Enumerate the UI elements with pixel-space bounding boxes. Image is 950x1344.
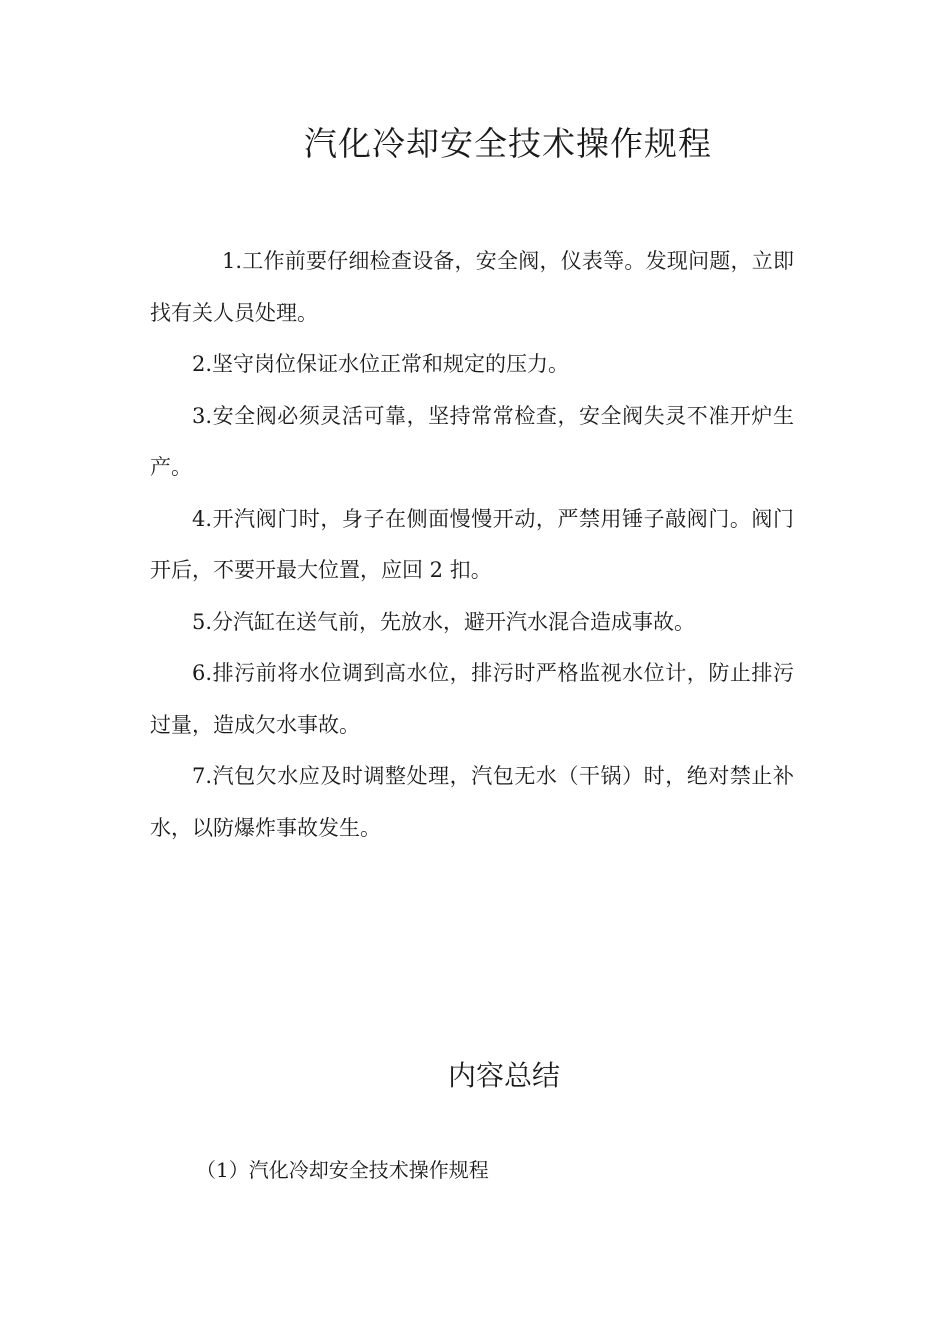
document-title: 汽化冷却安全技术操作规程: [304, 124, 712, 163]
document-body: [150, 236, 794, 854]
summary-item: （1）汽化冷却安全技术操作规程: [196, 1158, 489, 1182]
paragraph-2: 2.坚守岗位保证水位正常和规定的压力。: [192, 352, 570, 376]
paragraph-1: 1.工作前要仔细检查设备，安全阀，仪表等。发现问题，立即找有关人员处理。: [150, 249, 794, 325]
paragraph-7: 7.汽包欠水应及时调整处理，汽包无水（干锅）时，绝对禁止补水，以防爆炸事故发生。: [150, 764, 794, 840]
paragraph-4: 4.开汽阀门时，身子在侧面慢慢开动，严禁用锤子敲阀门。阀门开后，不要开最大位置，应回 2 扣。: [150, 506, 794, 582]
paragraph-6: 6.排污前将水位调到高水位，排污时严格监视水位计，防止排污过量，造成欠水事故。: [150, 661, 794, 737]
paragraph-3: 3.安全阀必须灵活可靠，坚持常常检查，安全阀失灵不准开炉生产。: [150, 403, 794, 479]
summary-title: 内容总结: [447, 1059, 560, 1092]
paragraph-5: 5.分汽缸在送气前，先放水，避开汽水混合造成事故。: [192, 609, 696, 634]
